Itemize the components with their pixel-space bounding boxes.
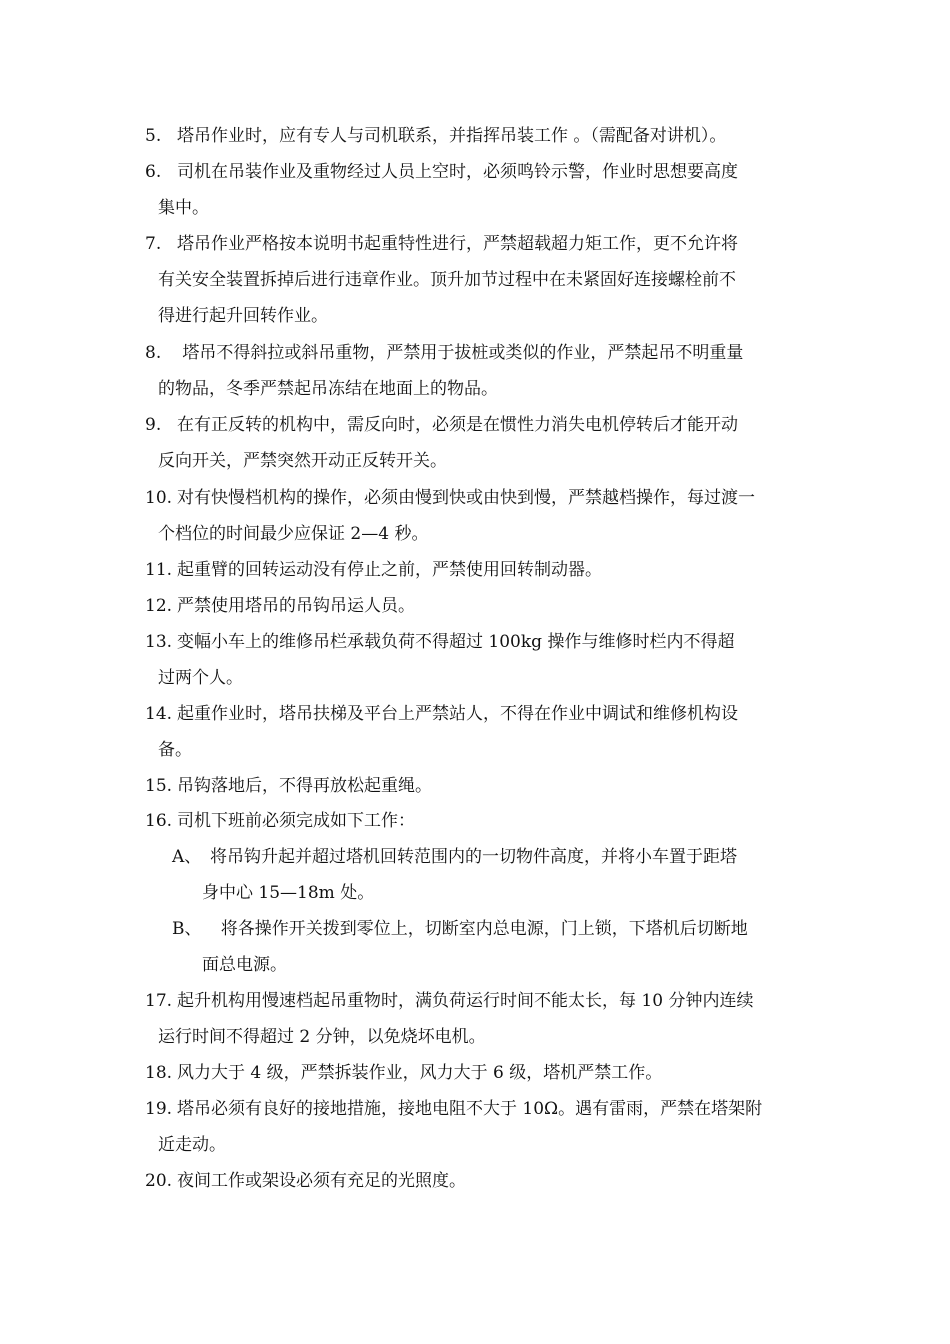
item-text-continued: 的物品，冬季严禁起吊冻结在地面上的物品。 bbox=[158, 379, 498, 399]
item-number: 12. bbox=[145, 596, 173, 616]
item-text: 风力大于 4 级，严禁拆装作业，风力大于 6 级，塔机严禁工作。 bbox=[177, 1063, 663, 1083]
sub-item-text: 将吊钩升起并超过塔机回转范围内的一切物件高度，并将小车置于距塔 bbox=[210, 847, 737, 867]
item-number: 15. bbox=[145, 776, 173, 796]
sub-item-a bbox=[172, 839, 812, 911]
item-number: 8. bbox=[145, 343, 162, 363]
item-text: 塔吊作业时，应有专人与司机联系，并指挥吊装工作 。（需配备对讲机）。 bbox=[177, 126, 727, 146]
item-text: 司机下班前必须完成如下工作： bbox=[177, 811, 415, 831]
item-text: 在有正反转的机构中，需反向时，必须是在惯性力消失电机停转后才能开动 bbox=[177, 415, 738, 435]
item-text: 起升机构用慢速档起吊重物时，满负荷运行时间不能太长，每 10 分钟内连续 bbox=[177, 991, 754, 1011]
item-text: 起重臂的回转运动没有停止之前，严禁使用回转制动器。 bbox=[177, 560, 602, 580]
sub-item-text-continued: 身中心 15—18m 处。 bbox=[202, 883, 375, 903]
sub-item-text-continued: 面总电源。 bbox=[202, 955, 287, 975]
item-text-continued: 近走动。 bbox=[158, 1135, 226, 1155]
item-text: 塔吊不得斜拉或斜吊重物，严禁用于拔桩或类似的作业，严禁起吊不明重量 bbox=[177, 343, 744, 363]
item-text: 吊钩落地后，不得再放松起重绳。 bbox=[177, 776, 432, 796]
list-item-9 bbox=[145, 407, 815, 479]
item-text-continued: 运行时间不得超过 2 分钟，以免烧坏电机。 bbox=[158, 1027, 486, 1047]
sub-item-b bbox=[172, 911, 812, 983]
item-text: 塔吊必须有良好的接地措施，接地电阻不大于 10Ω。遇有雷雨，严禁在塔架附 bbox=[177, 1099, 763, 1119]
item-text-continued: 备。 bbox=[158, 740, 192, 760]
list-item-7 bbox=[145, 226, 815, 334]
list-item-12 bbox=[145, 588, 815, 624]
list-item-20 bbox=[145, 1163, 815, 1199]
item-number: 13. bbox=[145, 632, 173, 652]
item-number: 6. bbox=[145, 162, 162, 182]
item-text-continued: 得进行起升回转作业。 bbox=[158, 306, 328, 326]
item-number: 7. bbox=[145, 234, 162, 254]
list-item-16 bbox=[145, 803, 815, 839]
list-item-6 bbox=[145, 154, 815, 226]
item-number: 11. bbox=[145, 560, 173, 580]
list-item-13 bbox=[145, 624, 815, 696]
list-item-5 bbox=[145, 118, 815, 154]
list-item-15 bbox=[145, 768, 815, 804]
item-text-continued: 集中。 bbox=[158, 198, 209, 218]
sub-item-marker: B、 bbox=[172, 919, 202, 939]
item-text-continued: 个档位的时间最少应保证 2—4 秒。 bbox=[158, 524, 429, 544]
item-text: 司机在吊装作业及重物经过人员上空时，必须鸣铃示警，作业时思想要高度 bbox=[177, 162, 738, 182]
list-item-17 bbox=[145, 983, 815, 1055]
item-text: 变幅小车上的维修吊栏承载负荷不得超过 100kg 操作与维修时栏内不得超 bbox=[177, 632, 735, 652]
item-number: 20. bbox=[145, 1171, 173, 1191]
item-number: 9. bbox=[145, 415, 162, 435]
item-text-continued: 有关安全装置拆掉后进行违章作业。顶升加节过程中在未紧固好连接螺栓前不 bbox=[158, 270, 736, 290]
list-item-14 bbox=[145, 696, 815, 768]
item-text: 对有快慢档机构的操作，必须由慢到快或由快到慢，严禁越档操作，每过渡一 bbox=[177, 488, 755, 508]
item-number: 18. bbox=[145, 1063, 173, 1083]
list-item-19 bbox=[145, 1091, 815, 1163]
list-item-18 bbox=[145, 1055, 815, 1091]
item-number: 10. bbox=[145, 488, 173, 508]
sub-item-marker: A、 bbox=[172, 847, 202, 867]
item-number: 19. bbox=[145, 1099, 173, 1119]
item-text-continued: 过两个人。 bbox=[158, 668, 243, 688]
item-number: 14. bbox=[145, 704, 173, 724]
sub-item-text: 将各操作开关拨到零位上，切断室内总电源，门上锁，下塔机后切断地 bbox=[210, 919, 748, 939]
item-text: 起重作业时，塔吊扶梯及平台上严禁站人，不得在作业中调试和维修机构设 bbox=[177, 704, 738, 724]
item-text: 塔吊作业严格按本说明书起重特性进行，严禁超载超力矩工作，更不允许将 bbox=[177, 234, 738, 254]
item-text: 严禁使用塔吊的吊钩吊运人员。 bbox=[177, 596, 415, 616]
list-item-11 bbox=[145, 552, 815, 588]
item-number: 16. bbox=[145, 811, 173, 831]
list-item-8 bbox=[145, 335, 815, 407]
item-number: 5. bbox=[145, 126, 162, 146]
list-item-10 bbox=[145, 480, 815, 552]
item-number: 17. bbox=[145, 991, 173, 1011]
item-text-continued: 反向开关，严禁突然开动正反转开关。 bbox=[158, 451, 447, 471]
item-text: 夜间工作或架设必须有充足的光照度。 bbox=[177, 1171, 466, 1191]
